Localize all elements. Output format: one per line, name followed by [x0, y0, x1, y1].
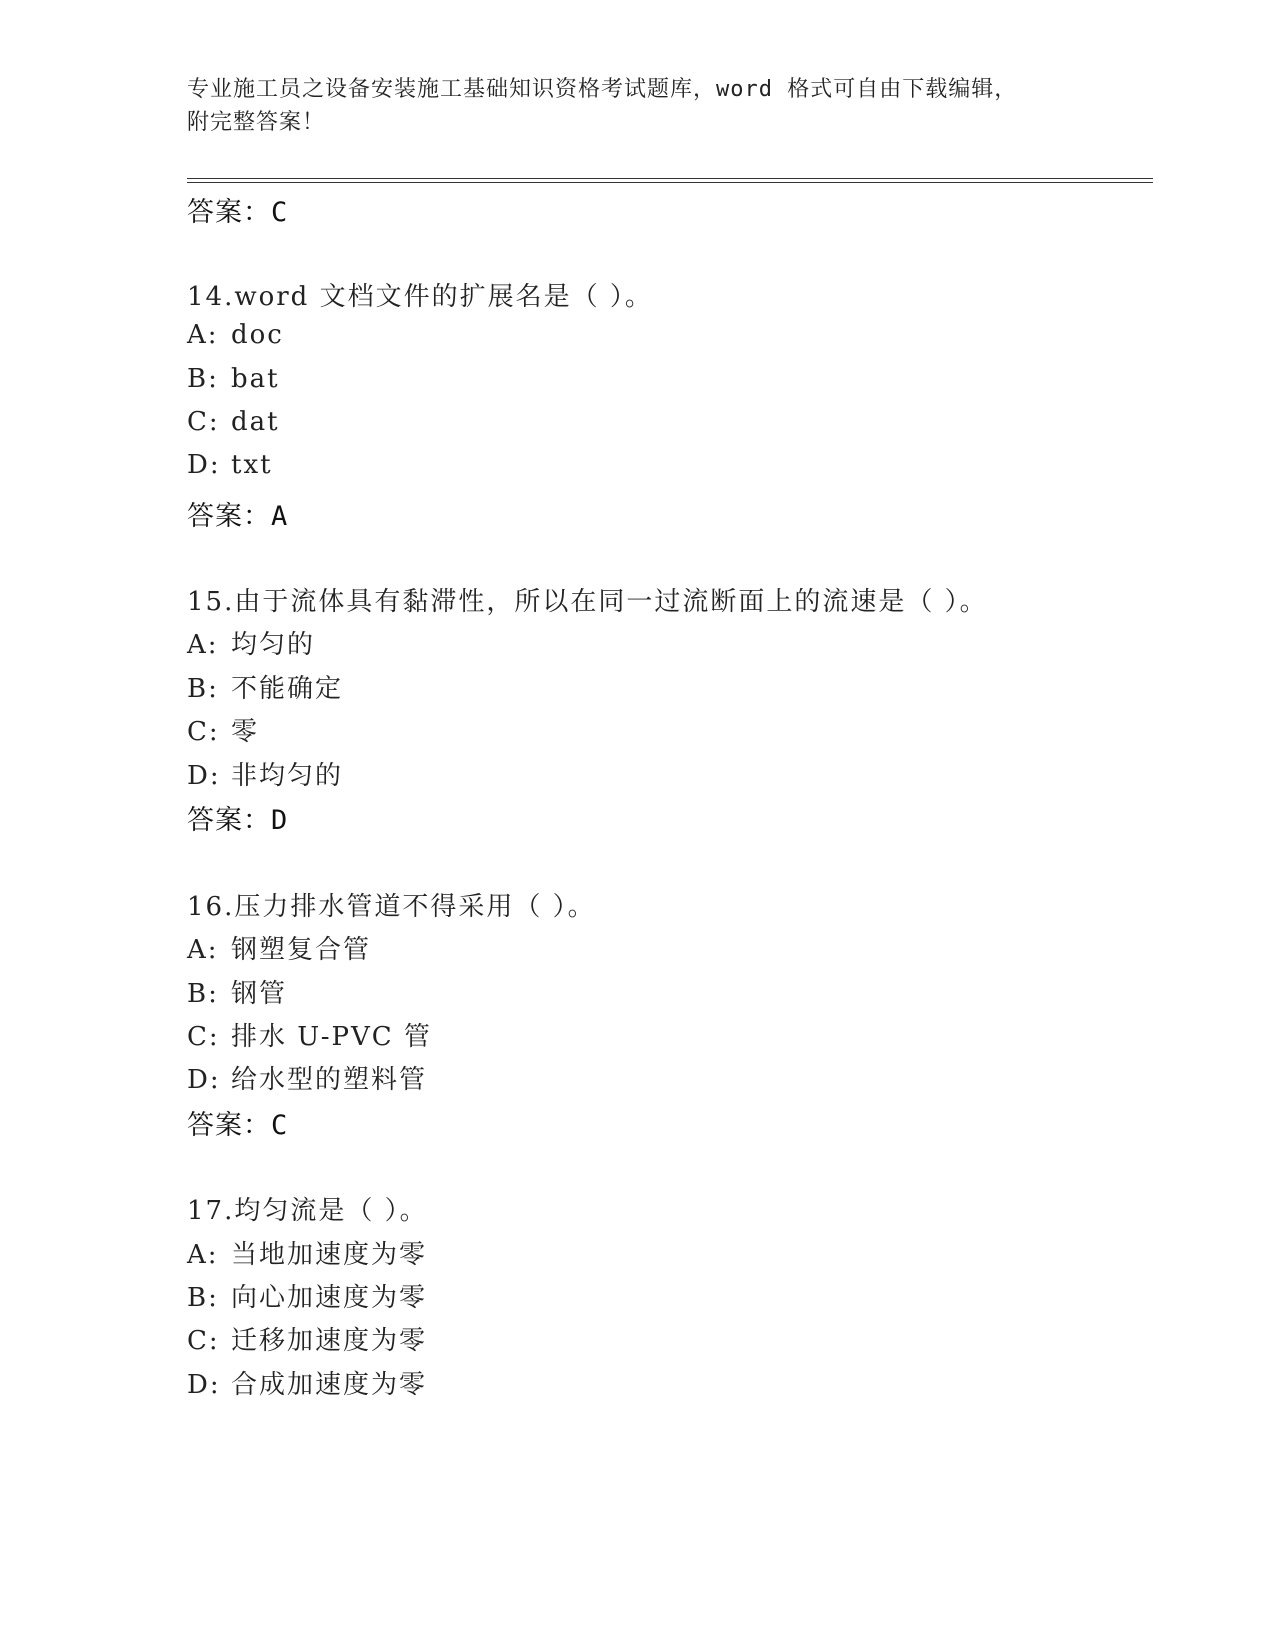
- option-text: 均匀的: [231, 630, 316, 660]
- question-16-stem: 16.压力排水管道不得采用（ ）。: [187, 892, 596, 922]
- option-label: C:: [187, 717, 220, 747]
- question-16-option-c: [187, 1016, 432, 1053]
- option-label: B:: [187, 1283, 219, 1313]
- option-text: 给水型的塑料管: [231, 1065, 428, 1095]
- answer-value: C: [271, 1110, 289, 1141]
- option-text: 钢塑复合管: [231, 935, 372, 965]
- option-label: A:: [187, 935, 219, 965]
- header-line-2: 附完整答案！: [187, 110, 326, 135]
- option-text: bat: [231, 364, 280, 394]
- option-label: A:: [187, 630, 219, 660]
- option-label: C:: [187, 407, 220, 437]
- question-17-stem: 17.均匀流是（ ）。: [187, 1196, 428, 1226]
- question-16-option-d: [187, 1059, 427, 1096]
- option-label: B:: [187, 674, 219, 704]
- question-14-option-d: [187, 450, 273, 480]
- option-label: D:: [187, 1370, 221, 1400]
- header-divider-top: [187, 178, 1153, 179]
- question-16-option-a: [187, 929, 371, 966]
- answer-14: [187, 494, 288, 533]
- option-text: 钢管: [231, 979, 288, 1009]
- answer-prefix: 答案：: [187, 501, 271, 532]
- question-17-option-d: [187, 1364, 427, 1401]
- answer-prefix: 答案：: [187, 1110, 271, 1141]
- option-text: 合成加速度为零: [231, 1370, 428, 1400]
- option-label: D:: [187, 761, 221, 791]
- option-label: A:: [187, 1240, 219, 1270]
- option-label: B:: [187, 979, 219, 1009]
- question-15-option-c: [187, 711, 259, 748]
- option-text: 向心加速度为零: [231, 1283, 428, 1313]
- option-text: txt: [231, 450, 273, 480]
- option-text: 零: [231, 717, 260, 747]
- option-label: D:: [187, 450, 221, 480]
- option-label: D:: [187, 1065, 221, 1095]
- answer-prefix: 答案：: [187, 805, 271, 836]
- answer-prefix: 答案：: [187, 197, 271, 228]
- question-14-option-b: [187, 364, 280, 394]
- question-16-option-b: [187, 973, 287, 1010]
- question-15-option-d: [187, 755, 343, 792]
- option-text: 非均匀的: [231, 761, 344, 791]
- question-14-stem: 14.word 文档文件的扩展名是（ ）。: [187, 282, 653, 312]
- option-text: 迁移加速度为零: [231, 1326, 428, 1356]
- question-14-option-c: [187, 407, 280, 437]
- option-text: 当地加速度为零: [231, 1240, 428, 1270]
- header-divider-bottom: [187, 182, 1153, 183]
- question-17-option-a: [187, 1234, 427, 1271]
- option-label: C:: [187, 1326, 220, 1356]
- option-text: dat: [231, 407, 280, 437]
- header-line-1: 专业施工员之设备安装施工基础知识资格考试题库，word 格式可自由下载编辑，: [187, 77, 1018, 102]
- question-14-option-a: [187, 320, 284, 350]
- answer-value: D: [271, 805, 289, 836]
- answer-13: [187, 190, 288, 229]
- question-17-option-b: [187, 1277, 427, 1314]
- option-text: doc: [231, 320, 284, 350]
- answer-16: [187, 1103, 288, 1142]
- question-17-option-c: [187, 1320, 427, 1357]
- answer-15: [187, 798, 288, 837]
- answer-value: C: [271, 197, 289, 228]
- answer-value: A: [271, 501, 289, 532]
- option-label: C:: [187, 1022, 220, 1052]
- option-label: A:: [187, 320, 219, 350]
- document-header: [187, 73, 1087, 139]
- option-label: B:: [187, 364, 219, 394]
- question-15-stem: 15.由于流体具有黏滞性，所以在同一过流断面上的流速是（ ）。: [187, 587, 988, 617]
- option-text: 不能确定: [231, 674, 344, 704]
- question-15-option-b: [187, 668, 343, 705]
- question-15-option-a: [187, 624, 315, 661]
- option-text: 排水 U-PVC 管: [231, 1022, 432, 1052]
